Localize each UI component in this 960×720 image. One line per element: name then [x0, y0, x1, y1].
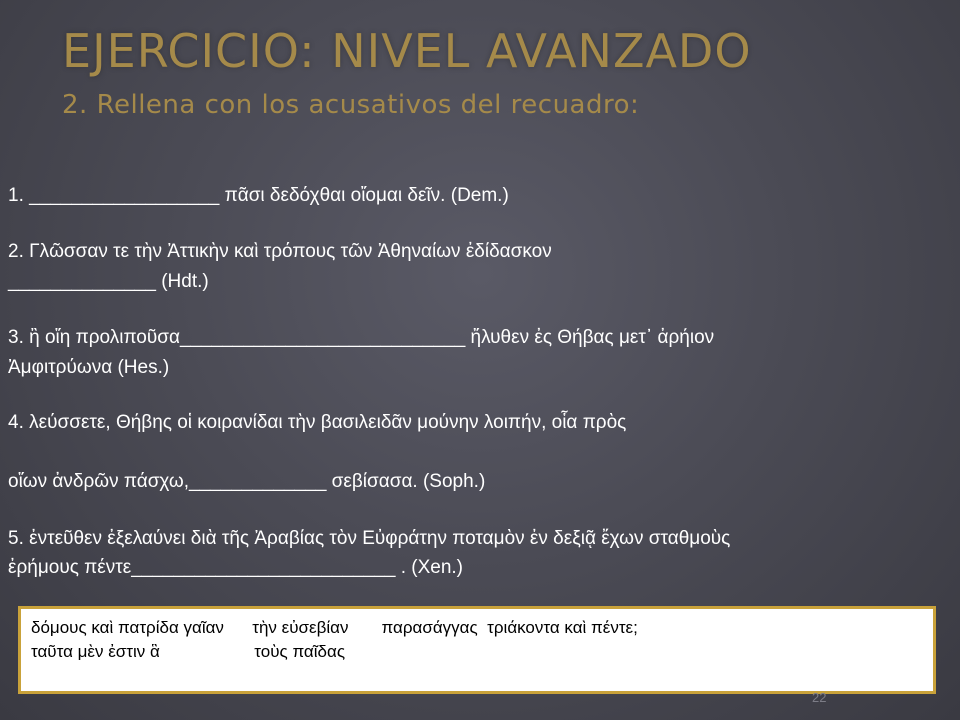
exercise-4-line-1: 4. λεύσσετε, Θήβης οἱ κοιρανίδαι τὴν βασιλειδᾶν μούνην λοιπήν, οἷα πρὸς — [8, 412, 627, 433]
exercise-4-line-2: οἵων ἀνδρῶν πάσχω,_____________ σεβίσασα. (Soph.) — [8, 471, 486, 492]
word-box — [18, 606, 936, 694]
exercise-2-line-2: ______________ (Hdt.) — [8, 271, 209, 292]
slide-number: 22 — [812, 690, 827, 705]
word-box-line-2: ταῦτα μὲν ἐστιν ἃ τοὺς παῖδας — [31, 642, 346, 661]
exercise-1-line-1: 1. __________________ πᾶσι δεδόχθαι οἴομαι δεῖν. (Dem.) — [8, 185, 509, 206]
exercise-2-line-1: 2. Γλῶσσαν τε τὴν Ἀττικὴν καὶ τρόπους τῶν Ἀθηναίων ἐδίδασκον — [8, 241, 552, 262]
slide-subtitle: 2. Rellena con los acusativos del recuadro: — [62, 90, 640, 120]
exercise-3-line-2: Ἀμφιτρύωνα (Hes.) — [8, 357, 170, 378]
exercise-5-line-1: 5. ἐντεῦθεν ἐξελαύνει διὰ τῆς Ἀραβίας τὸν Εὐφράτην ποταμὸν ἐν δεξιᾷ ἔχων σταθμοὺς — [8, 528, 731, 549]
exercise-3-line-1: 3. ἢ οἵη προλιποῦσα___________________________ ἤλυθεν ἐς Θήβας μετ᾽ ἀρήιον — [8, 327, 715, 348]
word-box-line-1: δόμους καὶ πατρίδα γαῖαν τὴν εὐσεβίαν παρασάγγας τριάκοντα καὶ πέντε; — [31, 618, 638, 637]
slide-title: EJERCICIO: NIVEL AVANZADO — [62, 24, 752, 78]
exercise-5-line-2: ἐρήμους πέντε_________________________ . (Xen.) — [8, 557, 463, 578]
